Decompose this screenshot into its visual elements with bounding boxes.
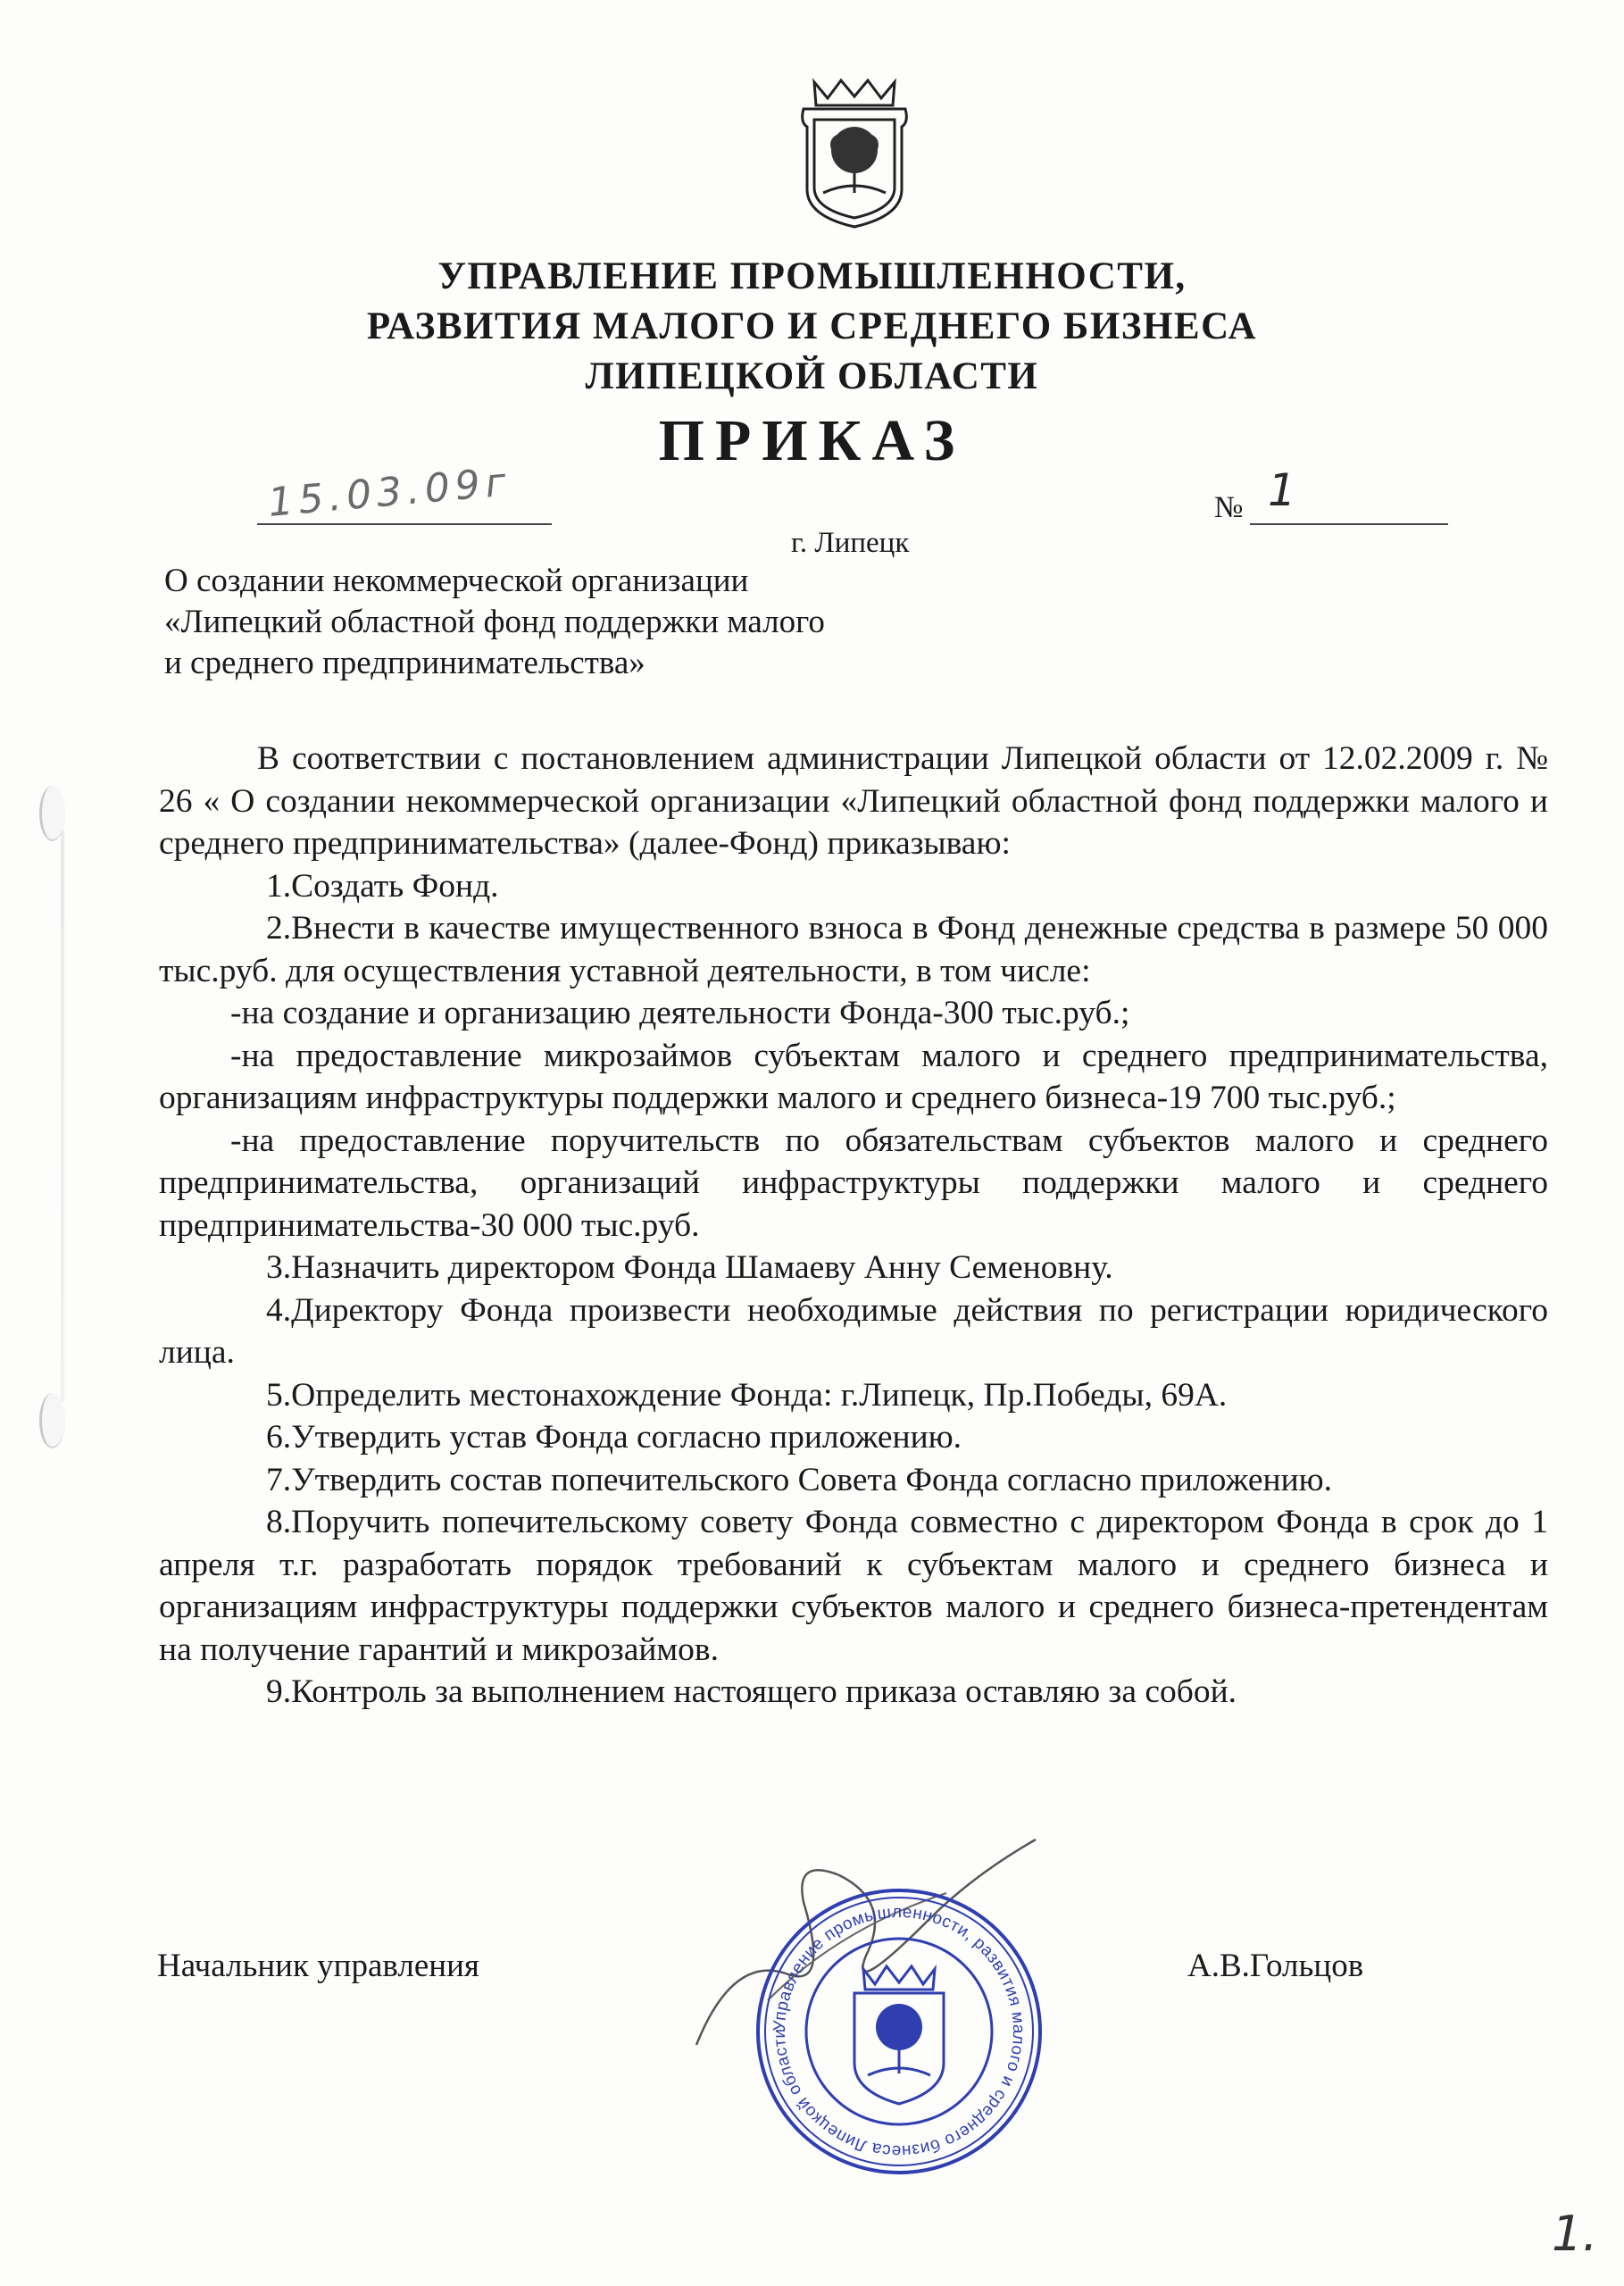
order-item-2: 2.Внести в качестве имущественного взноса в Фонд денежные средства в размере 50 000 тыс.руб. для осуществления уставной деятельности, в том числе: [159, 910, 1548, 989]
stamp-ring-text: Управление промышленности, развития малого и среднего бизнеса Липецкой области [770, 1902, 1029, 2161]
signatory-name: А.В.Гольцов [1187, 1948, 1364, 1984]
page-number: 1. [1552, 2206, 1598, 2262]
order-item-6: 6.Утвердить устав Фонда согласно приложению. [266, 1419, 962, 1456]
order-item-2-sub-3: -на предоставление поручительств по обязательствам субъектов малого и среднего предпринимательства, организаций инфраструктуры поддержки малого и среднего предпринимательства-30 000 тыс.руб. [159, 1122, 1548, 1244]
subject-line-3: и среднего предпринимательства» [164, 645, 645, 681]
order-item-9: 9.Контроль за выполнением настоящего приказа оставляю за собой. [266, 1673, 1237, 1710]
order-item-1: 1.Создать Фонд. [266, 867, 499, 905]
number-label: № [1214, 491, 1244, 524]
issuer-line-3: ЛИПЕЦКОЙ ОБЛАСТИ [585, 355, 1039, 397]
official-stamp [752, 1884, 1046, 2179]
binding-thread [61, 830, 64, 1402]
order-item-8: 8.Поручить попечительскому совету Фонда совместно с директором Фонда в срок до 1 апреля т.г. разработать порядок требований к субъектам малого и среднего бизнеса и организациям инфраструктуры поддержки субъектов малого и среднего бизнеса-претендентам на получение гарантий и микрозаймов. [159, 1504, 1548, 1668]
issuer-line-1: УПРАВЛЕНИЕ ПРОМЫШЛЕННОСТИ, [437, 255, 1187, 297]
issue-city: г. Липецк [791, 527, 910, 559]
preamble: В соответствии с постановлением администрации Липецкой области от 12.02.2009 г. № 26 « О создании некоммерческой организации «Липецкий областной фонд поддержки малого и среднего предпринимательства» (далее-Фонд) приказываю: [159, 740, 1548, 862]
order-item-2-sub-2: -на предоставление микрозаймов субъектам малого и среднего предпринимательства, организациям инфраструктуры поддержки малого и среднего бизнеса-19 700 тыс.руб.; [159, 1037, 1548, 1116]
order-item-5: 5.Определить местонахождение Фонда: г.Липецк, Пр.Победы, 69А. [266, 1376, 1228, 1414]
order-body [159, 738, 1548, 1714]
order-item-2-sub-1: -на создание и организацию деятельности Фонда-300 тыс.руб.; [230, 995, 1130, 1031]
handwritten-number: 1 [1268, 464, 1296, 516]
coat-of-arms-emblem [787, 73, 921, 234]
order-item-7: 7.Утвердить состав попечительского Совета Фонда согласно приложению. [266, 1461, 1333, 1498]
subject-line-1: О создании некоммерческой организации [164, 563, 749, 599]
subject-line-2: «Липецкий областной фонд поддержки малого [164, 604, 825, 640]
number-underline [1250, 523, 1448, 525]
document-type-title: ПРИКАЗ [658, 408, 966, 473]
order-subject [164, 561, 825, 684]
issuer-heading [0, 252, 1624, 402]
handwritten-date: 15.03.09г [266, 459, 513, 526]
issuer-line-2: РАЗВИТИЯ МАЛОГО И СРЕДНЕГО БИЗНЕСА [366, 305, 1258, 347]
date-underline [257, 523, 552, 525]
order-item-4: 4.Директору Фонда произвести необходимые действия по регистрации юридического лица. [159, 1291, 1548, 1371]
binding-hole-bottom [39, 1393, 65, 1448]
order-item-3: 3.Назначить директором Фонда Шамаеву Анну Семеновну. [266, 1249, 1113, 1286]
signatory-position: Начальник управления [157, 1948, 479, 1984]
